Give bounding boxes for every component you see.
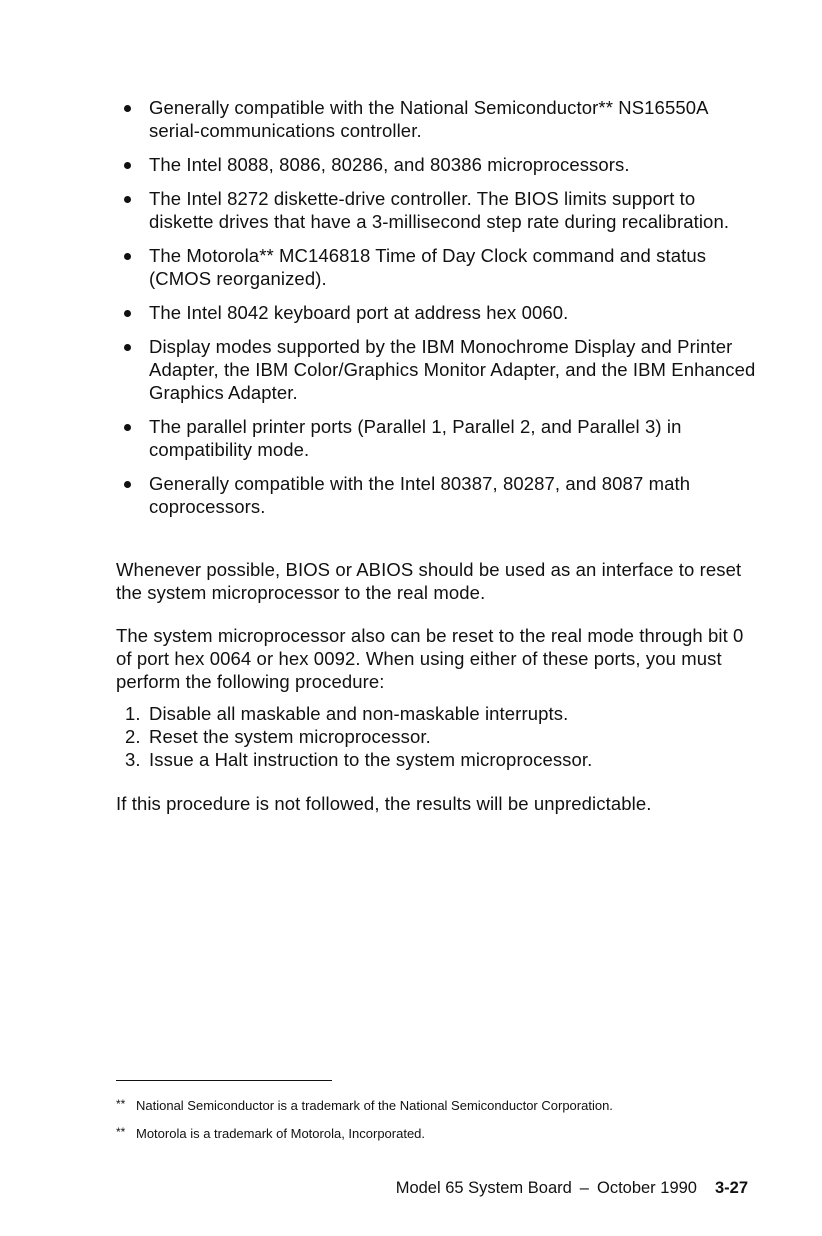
page-number: 3-27 — [714, 1179, 748, 1197]
bullet-item — [116, 96, 756, 142]
bullet-text: The Intel 8272 diskette-drive controller. The BIOS limits support to diskette drives that have a 3-millisecond step rate during recalibration. — [149, 188, 730, 232]
feature-bullet-list — [116, 96, 756, 529]
footnote-mark: ** — [116, 1097, 126, 1111]
step-text: Issue a Halt instruction to the system microprocessor. — [149, 749, 593, 770]
bullet-text: Display modes supported by the IBM Monochrome Display and Printer Adapter, the IBM Color/Graphics Monitor Adapter, and the IBM Enhanced Graphics Adapter. — [149, 336, 756, 403]
bullet-dot-icon — [124, 310, 131, 317]
bullet-dot-icon — [124, 481, 131, 488]
footer-separator: – — [579, 1179, 589, 1197]
step-text: Reset the system microprocessor. — [149, 726, 431, 747]
footnote — [116, 1096, 776, 1114]
bullet-item — [116, 301, 756, 324]
bullet-text: Generally compatible with the National Semiconductor** NS16550A serial-communications controller. — [149, 97, 708, 141]
procedure-step — [116, 748, 756, 771]
bullet-dot-icon — [124, 344, 131, 351]
step-number: 2. — [125, 726, 141, 747]
bullet-item — [116, 472, 756, 518]
footer-title: Model 65 System Board — [395, 1179, 572, 1197]
footer-date: October 1990 — [596, 1179, 697, 1197]
bullet-item — [116, 187, 756, 233]
bullet-dot-icon — [124, 162, 131, 169]
step-text: Disable all maskable and non-maskable interrupts. — [149, 703, 569, 724]
footnote-mark: ** — [116, 1125, 126, 1139]
bullet-dot-icon — [124, 253, 131, 260]
bullet-dot-icon — [124, 424, 131, 431]
footnote-divider — [116, 1080, 332, 1081]
bullet-dot-icon — [124, 196, 131, 203]
bullet-text: Generally compatible with the Intel 80387, 80287, and 8087 math coprocessors. — [149, 473, 691, 517]
bullet-text: The Intel 8042 keyboard port at address hex 0060. — [149, 302, 569, 323]
footnote — [116, 1124, 776, 1142]
bullet-text: The parallel printer ports (Parallel 1, Parallel 2, and Parallel 3) in compatibility mode. — [149, 416, 682, 460]
bullet-dot-icon — [124, 105, 131, 112]
warning-paragraph: If this procedure is not followed, the results will be unpredictable. — [116, 793, 652, 814]
footnote-text: Motorola is a trademark of Motorola, Incorporated. — [136, 1126, 426, 1141]
reset-procedure-paragraph: The system microprocessor also can be reset to the real mode through bit 0 of port hex 0064 or hex 0092. When using either of these ports, you must perform the following procedure: — [116, 625, 744, 692]
bullet-text: The Motorola** MC146818 Time of Day Clock command and status (CMOS reorganized). — [149, 245, 707, 289]
page-footer — [396, 1178, 748, 1198]
footnote-text: National Semiconductor is a trademark of the National Semiconductor Corporation. — [136, 1098, 613, 1113]
step-number: 1. — [125, 703, 141, 724]
bullet-item — [116, 153, 756, 176]
step-number: 3. — [125, 749, 141, 770]
procedure-step — [116, 702, 756, 725]
bullet-item — [116, 415, 756, 461]
procedure-step-list — [116, 702, 756, 771]
bullet-item — [116, 335, 756, 404]
procedure-step — [116, 725, 756, 748]
bullet-item — [116, 244, 756, 290]
bios-abios-paragraph: Whenever possible, BIOS or ABIOS should be used as an interface to reset the system microprocessor to the real mode. — [116, 559, 742, 603]
bullet-text: The Intel 8088, 8086, 80286, and 80386 microprocessors. — [149, 154, 630, 175]
